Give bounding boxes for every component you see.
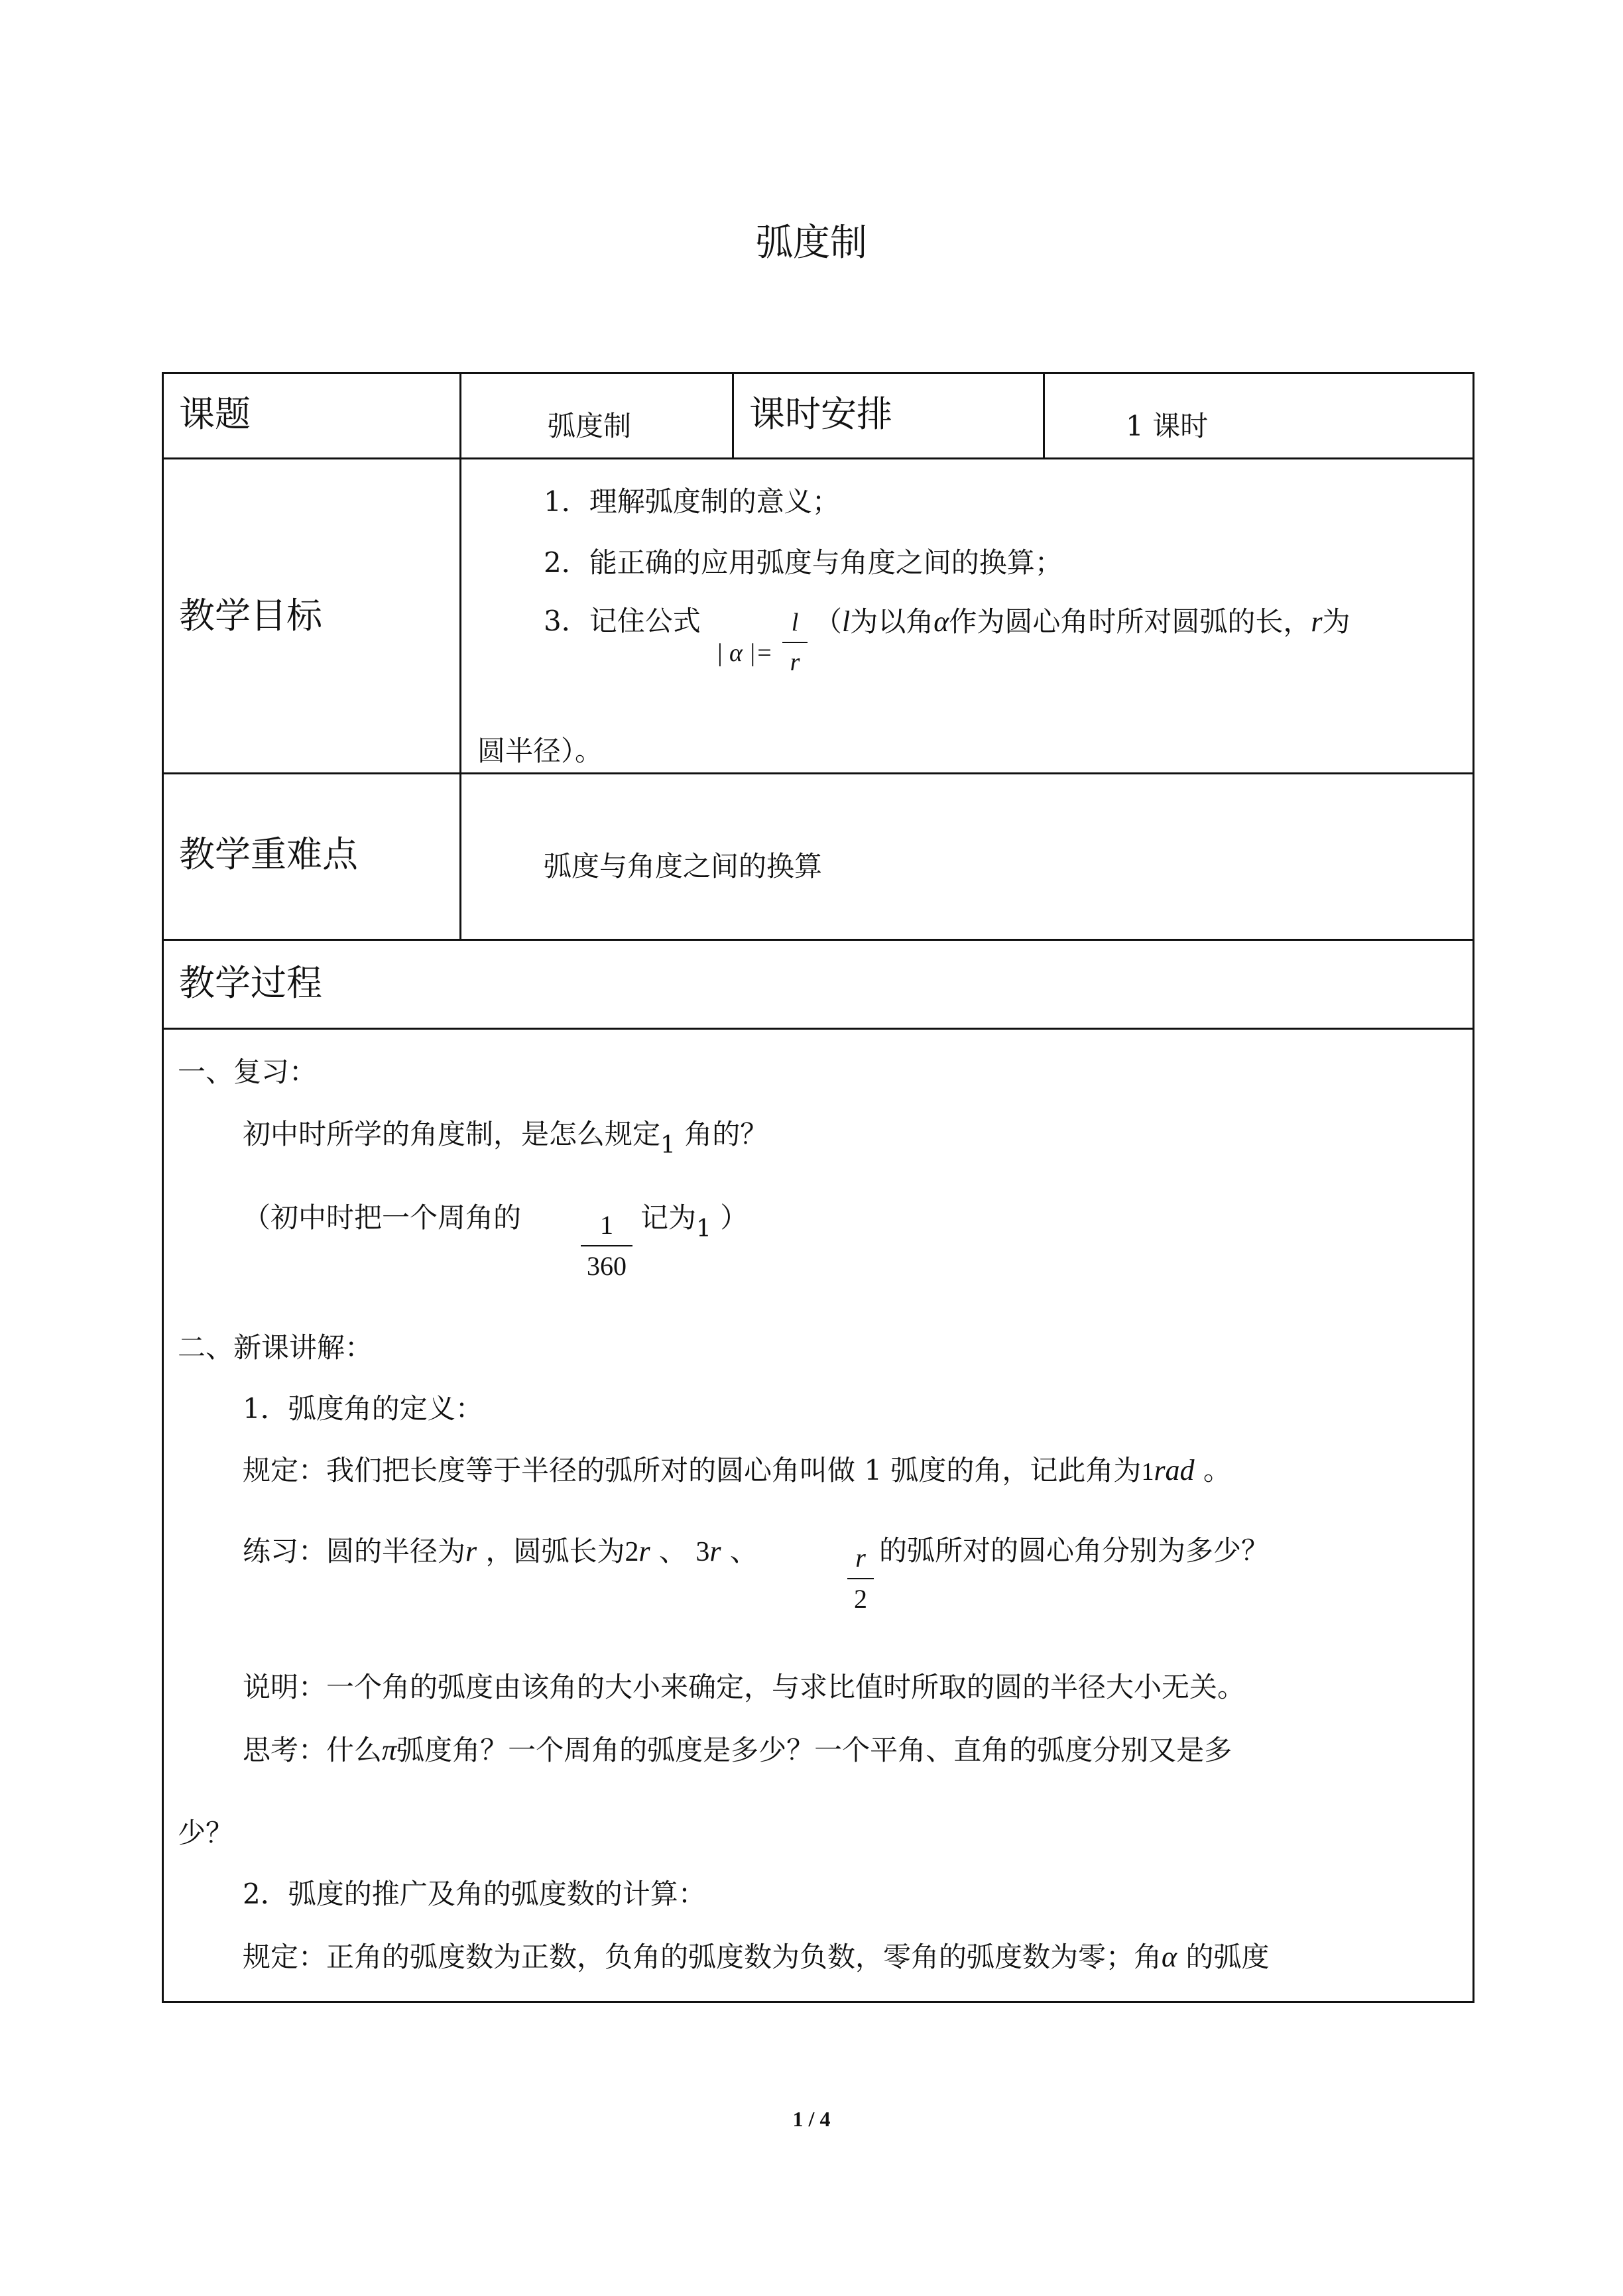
review-answer-b: 记为1 ） xyxy=(640,1201,749,1242)
review-fraction-numerator: 1 xyxy=(600,1210,613,1240)
row-divider xyxy=(162,457,1474,459)
objective-item-1: 1．理解弧度制的意义； xyxy=(544,485,840,518)
exercise-fraction-numerator: r xyxy=(855,1543,866,1573)
row-divider xyxy=(162,1028,1474,1030)
document-title: 弧度制 xyxy=(756,221,867,265)
column-divider xyxy=(1043,372,1045,459)
think-text-continued: 少？ xyxy=(178,1817,234,1849)
fraction-bar xyxy=(782,642,808,643)
fraction-bar xyxy=(847,1578,874,1579)
exercise-text-end: 的弧所对的圆心角分别为多少？ xyxy=(879,1534,1270,1567)
new-lesson-heading: 二、新课讲解： xyxy=(178,1331,373,1364)
formula-fraction xyxy=(782,610,808,675)
exercise-fraction xyxy=(847,1545,874,1612)
column-divider xyxy=(459,372,461,941)
row-divider xyxy=(162,772,1474,774)
column-divider xyxy=(732,372,734,459)
objective-item-2: 2．能正确的应用弧度与角度之间的换算； xyxy=(544,546,1063,579)
subject-value: 弧度制 xyxy=(548,410,632,442)
objective-item-3-text: （l为以角α作为圆心角时所对圆弧的长，r为 xyxy=(814,605,1351,638)
subject-label: 课题 xyxy=(179,393,251,435)
exercise-text: 练习：圆的半径为r ，圆弧长为2r 、 3r 、 xyxy=(243,1535,758,1567)
exercise-fraction-denominator: 2 xyxy=(854,1584,867,1614)
row-divider xyxy=(162,939,1474,941)
page-number: 1 / 4 xyxy=(792,2107,831,2131)
review-fraction xyxy=(581,1212,632,1280)
process-label: 教学过程 xyxy=(179,962,322,1004)
schedule-label: 课时安排 xyxy=(749,393,892,435)
note-text: 说明：一个角的弧度由该角的大小来确定，与求比值时所取的圆的半径大小无关。 xyxy=(243,1671,1246,1703)
definition-text: 规定：我们把长度等于半径的弧所对的圆心角叫做 1 弧度的角，记此角为1rad 。 xyxy=(243,1454,1231,1486)
review-question: 初中时所学的角度制，是怎么规定1 角的？ xyxy=(243,1118,768,1159)
key-points-label: 教学重难点 xyxy=(179,833,358,875)
objectives-label: 教学目标 xyxy=(179,595,322,636)
definition-heading: 1．弧度角的定义： xyxy=(243,1392,483,1425)
extension-heading: 2．弧度的推广及角的弧度数的计算： xyxy=(243,1878,706,1910)
objective-item-3-continued: 圆半径）。 xyxy=(477,735,603,767)
formula-lhs: | α |= xyxy=(716,639,773,667)
schedule-value: 1 课时 xyxy=(1126,410,1209,442)
key-points-value: 弧度与角度之间的换算 xyxy=(544,850,823,882)
formula-numerator: l xyxy=(791,609,799,636)
review-heading: 一、复习： xyxy=(178,1056,318,1088)
think-text: 思考：什么π弧度角？一个周角的弧度是多少？一个平角、直角的弧度分别又是多 xyxy=(243,1734,1232,1766)
objective-item-3-prefix: 3．记住公式 xyxy=(544,605,701,637)
fraction-bar xyxy=(581,1245,632,1246)
review-answer-a: （初中时把一个周角的 xyxy=(243,1201,522,1234)
extension-text: 规定：正角的弧度数为正数，负角的弧度数为负数，零角的弧度数为零；角α 的弧度 xyxy=(243,1941,1270,1973)
formula-denominator: r xyxy=(790,648,800,676)
review-fraction-denominator: 360 xyxy=(587,1251,627,1281)
